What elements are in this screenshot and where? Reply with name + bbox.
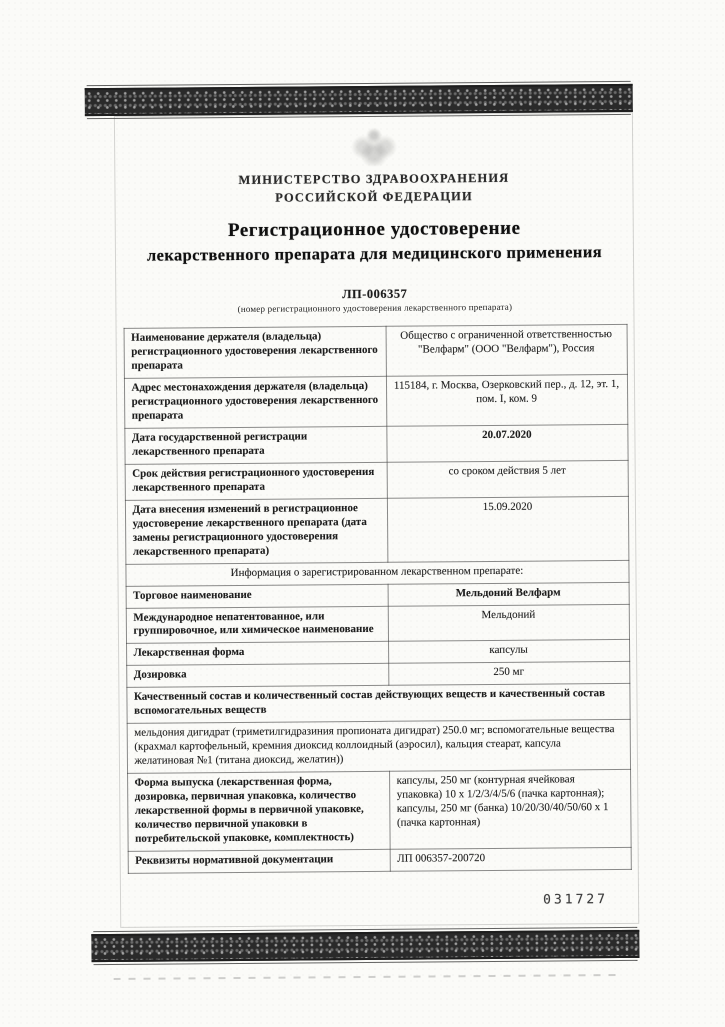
document-title-line-2: лекарственного препарата для медицинского применения — [146, 242, 603, 265]
row-value: 20.07.2020 — [386, 424, 627, 462]
table-row-registration-date — [124, 424, 627, 464]
ministry-line-2: РОССИЙСКОЙ ФЕДЕРАЦИИ — [275, 188, 473, 205]
composition-text: мельдония дигидрат (триметилгидразиния пропионата дигидрат) 250.0 мг; вспомогательные вещества (крахмал картофельный, кремния диоксид коллоидный (аэросил), кальция стеарат, капсула желатиновая №1 (титана диоксид, желатин)) — [127, 720, 630, 774]
table-row-validity — [125, 460, 628, 500]
table-row-inn — [126, 604, 629, 644]
row-label: Лекарственная форма — [126, 642, 388, 666]
row-label: Адрес местонахождения держателя (владельца) регистрационного удостоверения лекарственного препарата — [124, 376, 386, 428]
row-label: Дозировка — [126, 664, 388, 688]
composition-header: Качественный состав и количественный состав действующих веществ и качественный состав вспомогательных веществ — [126, 684, 629, 724]
row-label: Дата внесения изменений в регистрационное удостоверение лекарственного препарата (дата замены регистрационного удостоверения лекарственного препарата) — [125, 498, 387, 564]
certificate-frame — [114, 112, 639, 928]
row-value: капсулы — [388, 640, 629, 664]
document-title-line-1: Регистрационное удостоверение — [227, 217, 521, 242]
table-row-release-form — [127, 770, 631, 852]
serial-stamp: 031727 — [543, 892, 609, 908]
guilloche-border-bottom — [91, 930, 639, 962]
document-title — [116, 217, 633, 266]
table-row-amendment-date — [125, 496, 628, 564]
row-value: Мельдоний — [388, 604, 629, 642]
table-row-holder — [124, 324, 627, 378]
row-label: Реквизиты нормативной документации — [128, 849, 390, 873]
guilloche-border-top — [85, 84, 633, 116]
ministry-header — [115, 169, 632, 208]
table-row-composition-header — [126, 684, 629, 724]
info-section-title: Информация о зарегистрированном лекарственном препарате: — [125, 560, 628, 586]
row-label: Дата государственной регистрации лекарственного препарата — [124, 426, 386, 464]
row-value: 15.09.2020 — [387, 496, 628, 562]
row-label: Торговое наименование — [126, 584, 388, 608]
scan-artifact-dashes — [114, 974, 619, 980]
registration-number-caption: (номер регистрационного удостоверения лекарственного препарата) — [237, 301, 513, 314]
row-label: Форма выпуска (лекарственная форма, дозировка, первичная упаковка, количество лекарственной формы в первичной упаковке, количество первичной упаковки в потребительской упаковке, комплектность) — [127, 772, 390, 852]
row-label: Наименование держателя (владельца) регистрационного удостоверения лекарственного препарата — [124, 326, 386, 378]
row-value: капсулы, 250 мг (контурная ячейковая упаковка) 10 х 1/2/3/4/5/6 (пачка картонная); капсулы, 250 мг (банка) 10/20/30/40/50/60 х 1 (пачка картонная) — [389, 770, 631, 850]
row-value: ЛП 006357-200720 — [390, 847, 631, 871]
table-row-composition-text — [127, 720, 630, 774]
row-value: со сроком действия 5 лет — [387, 460, 628, 498]
row-value: Общество с ограниченной ответственностью "Велфарм" (ООО "Велфарм"), Россия — [386, 324, 627, 376]
row-value: 115184, г. Москва, Озерковский пер., д. 12, эт. 1, пом. I, ком. 9 — [386, 374, 627, 426]
coat-of-arms-emblem — [350, 124, 396, 166]
table-row-address — [124, 374, 627, 428]
row-value: 250 мг — [388, 662, 629, 686]
row-value: Мельдоний Велфарм — [388, 582, 629, 606]
registration-number: ЛП-006357 — [342, 286, 408, 302]
row-label: Международное непатентованное, или группировочное, или химическое наименование — [126, 606, 388, 644]
table-row-normative-docs — [128, 847, 631, 873]
ministry-line-1: МИНИСТЕРСТВО ЗДРАВООХРАНЕНИЯ — [238, 170, 510, 187]
row-label: Срок действия регистрационного удостоверения лекарственного препарата — [125, 462, 387, 500]
certificate-table — [123, 324, 631, 874]
